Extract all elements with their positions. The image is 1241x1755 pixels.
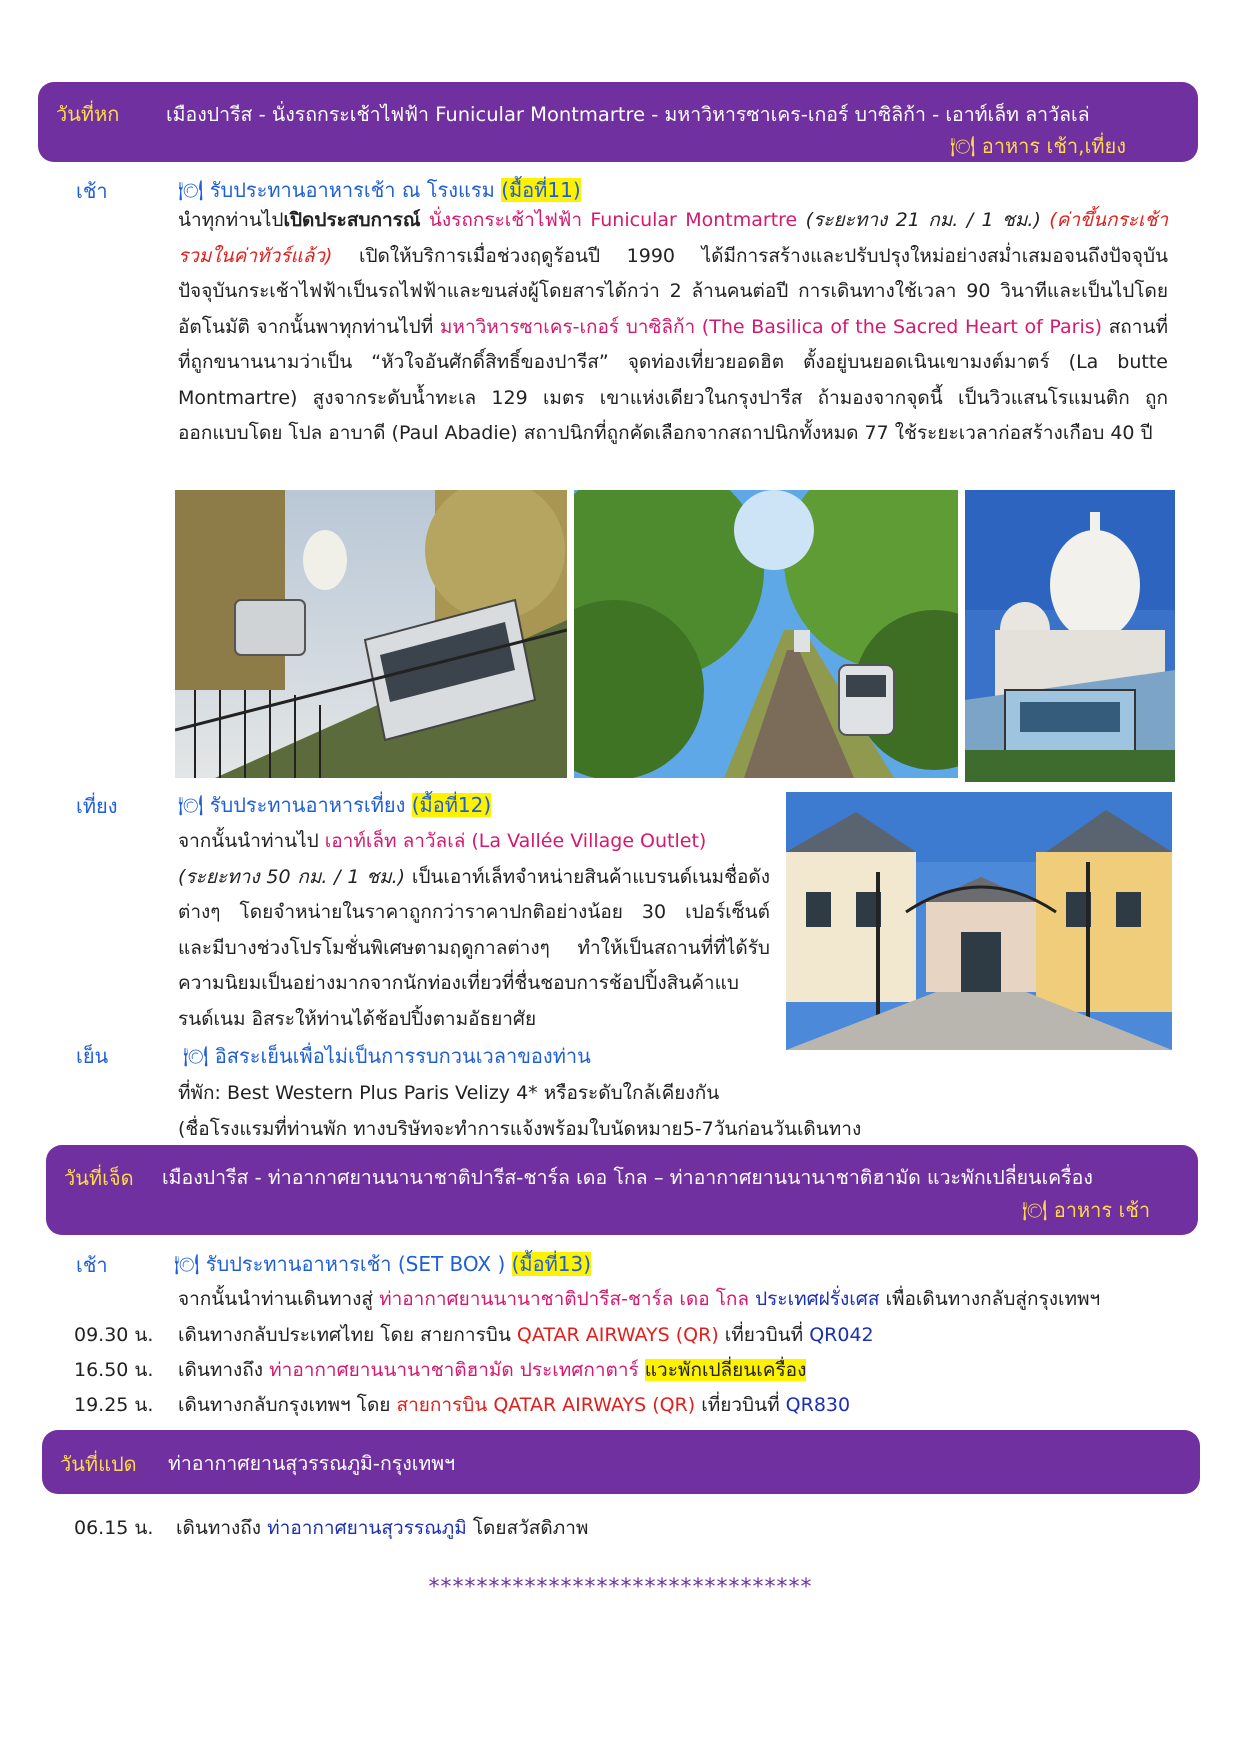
day7-flight2: เดินทางถึง ท่าอากาศยานนานาชาติฮามัด ประเทศกาตาร์ แวะพักเปลี่ยนเครื่อง [178, 1359, 807, 1381]
dish-icon: 🍽 [178, 178, 204, 202]
day7-flight1: เดินทางกลับประเทศไทย โดย สายการบิน QATAR AIRWAYS (QR) เที่ยวบินที่ QR042 [178, 1324, 874, 1346]
day7-title: เมืองปารีส - ท่าอากาศยานนานาชาติปารีส-ชาร์ล เดอ โกล – ท่าอากาศยานนานาชาติฮามัด แวะพักเปลี่ยนเครื่อง [162, 1166, 1093, 1189]
day7-flight3: เดินทางกลับกรุงเทพฯ โดย สายการบิน QATAR AIRWAYS (QR) เที่ยวบินที่ QR830 [178, 1394, 851, 1416]
day6-morning-paragraph: นำทุกท่านไปเปิดประสบการณ์ นั่งรถกระเช้าไฟฟ้า Funicular Montmartre (ระยะทาง 21 กม. / 1 ชม.) (ค่าขึ้นกระเช้ารวมในค่าทัวร์แล้ว) เปิดให้บริการเมื่อช่วงฤดูร้อนปี 1990 ได้มีการสร้างและปรับปรุงใหม่อย่างสม่ำเสมอจนถึงปัจจุบัน ปัจจุบันกระเช้าไฟฟ้าเป็นรถไฟฟ้าและขนส่งผู้โดยสารได้กว่า 2 ล้านคนต่อปี การเดินทางใช้เวลา 90 วินาทีและเป็นไปโดยอัตโนมัติ จากนั้นพาทุกท่านไปที่ มหาวิหารซาเคร-เกอร์ บาซิลิก้า (The Basilica of the Sacred Heart of Paris) สถานที่ที่ถูกขนานนามว่าเป็น “หัวใจอันศักดิ์สิทธิ์ของปารีส” จุดท่องเที่ยวยอดฮิต ตั้งอยู่บนยอดเนินเขามงต์มาตร์ (La butte Montmartre) สูงจากระดับน้ำทะเล 129 เมตร เขาแห่งเดียวในกรุงปารีส ถ้ามองจากจุดนี้ เป็นวิวแสนโรแมนติก ถูกออกแบบโดย โปล อาบาดี (Paul Abadie) สถาปนิกที่ถูกคัดเลือกจากสถาปนิกทั้งหมด 77 ใช้ระยะเวลาก่อสร้างเกือบ 40 ปี [178, 209, 1169, 444]
day6-hotel: ที่พัก: Best Western Plus Paris Velizy 4* หรือระดับใกล้เคียงกัน [178, 1082, 720, 1104]
meal-number: (มื้อที่11) [501, 178, 581, 202]
day7-breakfast: 🍽 รับประทานอาหารเช้า (SET BOX ) (มื้อที่13) [174, 1252, 592, 1276]
day6-lunch: 🍽 รับประทานอาหารเที่ยง (มื้อที่12) [178, 793, 492, 817]
day8-title: ท่าอากาศยานสุวรรณภูมิ-กรุงเทพฯ [168, 1452, 456, 1475]
day8-label: วันที่แปด [60, 1452, 137, 1476]
day6-dinner: 🍽 อิสระเย็นเพื่อไม่เป็นการรบกวนเวลาของท่าน [183, 1044, 591, 1068]
dish-icon: 🍽 [174, 1252, 200, 1276]
day7-flight2-time: 16.50 น. [74, 1359, 154, 1381]
day7-flight3-time: 19.25 น. [74, 1394, 154, 1416]
dish-icon: 🍽 [1022, 1198, 1048, 1222]
meal-number: (มื้อที่12) [411, 793, 492, 817]
meal-number: (มื้อที่13) [511, 1252, 592, 1276]
photo-la-vallee-village [786, 792, 1172, 1050]
day6-noon-time: เที่ยง [76, 794, 118, 818]
day6-hotel-note: (ชื่อโรงแรมที่ท่านพัก ทางบริษัทจะทำการแจ้งพร้อมใบนัดหมาย5-7วันก่อนวันเดินทาง [178, 1118, 862, 1140]
day7-label: วันที่เจ็ด [64, 1166, 134, 1190]
day6-noon-paragraph: จากนั้นนำท่านไป เอาท์เล็ท ลาวัลเล่ (La Vallée Village Outlet) (ระยะทาง 50 กม. / 1 ชม.) เป็นเอาท์เล็ทจำหน่ายสินค้าแบรนด์เนมชื่อดังต่างๆ โดยจำหน่ายในราคาถูกกว่าราคาปกติอย่างน้อย 30 เปอร์เซ็นต์ และมีบางช่วงโปรโมชั่นพิเศษตามฤดูกาลต่างๆ ทำให้เป็นสถานที่ที่ได้รับความนิยมเป็นอย่างมากจากนักท่องเที่ยวที่ชื่นชอบการช้อปปิ้งสินค้าแบรนด์เนม อิสระให้ท่านได้ช้อปปิ้งตามอัธยาศัย [178, 830, 770, 1030]
day8-arrival-time: 06.15 น. [74, 1517, 154, 1539]
day6-label: วันที่หก [56, 102, 120, 126]
footer-stars: ******************************** [428, 1575, 813, 1600]
day6-meals: 🍽 อาหาร เช้า,เที่ยง [950, 134, 1127, 158]
day7-transfer-line: จากนั้นนำท่านเดินทางสู่ ท่าอากาศยานนานาชาติปารีส-ชาร์ล เดอ โกล ประเทศฝรั่งเศส เพื่อเดินทางกลับสู่กรุงเทพฯ [178, 1288, 1101, 1310]
day8-arrival: เดินทางถึง ท่าอากาศยานสุวรรณภูมิ โดยสวัสดิภาพ [176, 1517, 589, 1539]
day7-meals: 🍽 อาหาร เช้า [1022, 1198, 1151, 1222]
dish-icon: 🍽 [183, 1044, 209, 1068]
photo-sacre-coeur [965, 490, 1175, 782]
day6-title: เมืองปารีส - นั่งรถกระเช้าไฟฟ้า Funicular Montmartre - มหาวิหารซาเคร-เกอร์ บาซิลิก้า - เอาท์เล็ท ลาวัลเล่ [166, 103, 1090, 126]
dish-icon: 🍽 [178, 793, 204, 817]
day7-flight1-time: 09.30 น. [74, 1324, 154, 1346]
day7-morning-time: เช้า [76, 1253, 108, 1277]
day6-evening-time: เย็น [76, 1044, 109, 1068]
day6-breakfast: 🍽 รับประทานอาหารเช้า ณ โรงแรม (มื้อที่11) [178, 178, 581, 202]
photo-funicular-1 [175, 490, 567, 778]
dish-icon: 🍽 [950, 134, 976, 158]
photo-funicular-2 [574, 490, 958, 778]
day6-morning-time: เช้า [76, 179, 108, 203]
